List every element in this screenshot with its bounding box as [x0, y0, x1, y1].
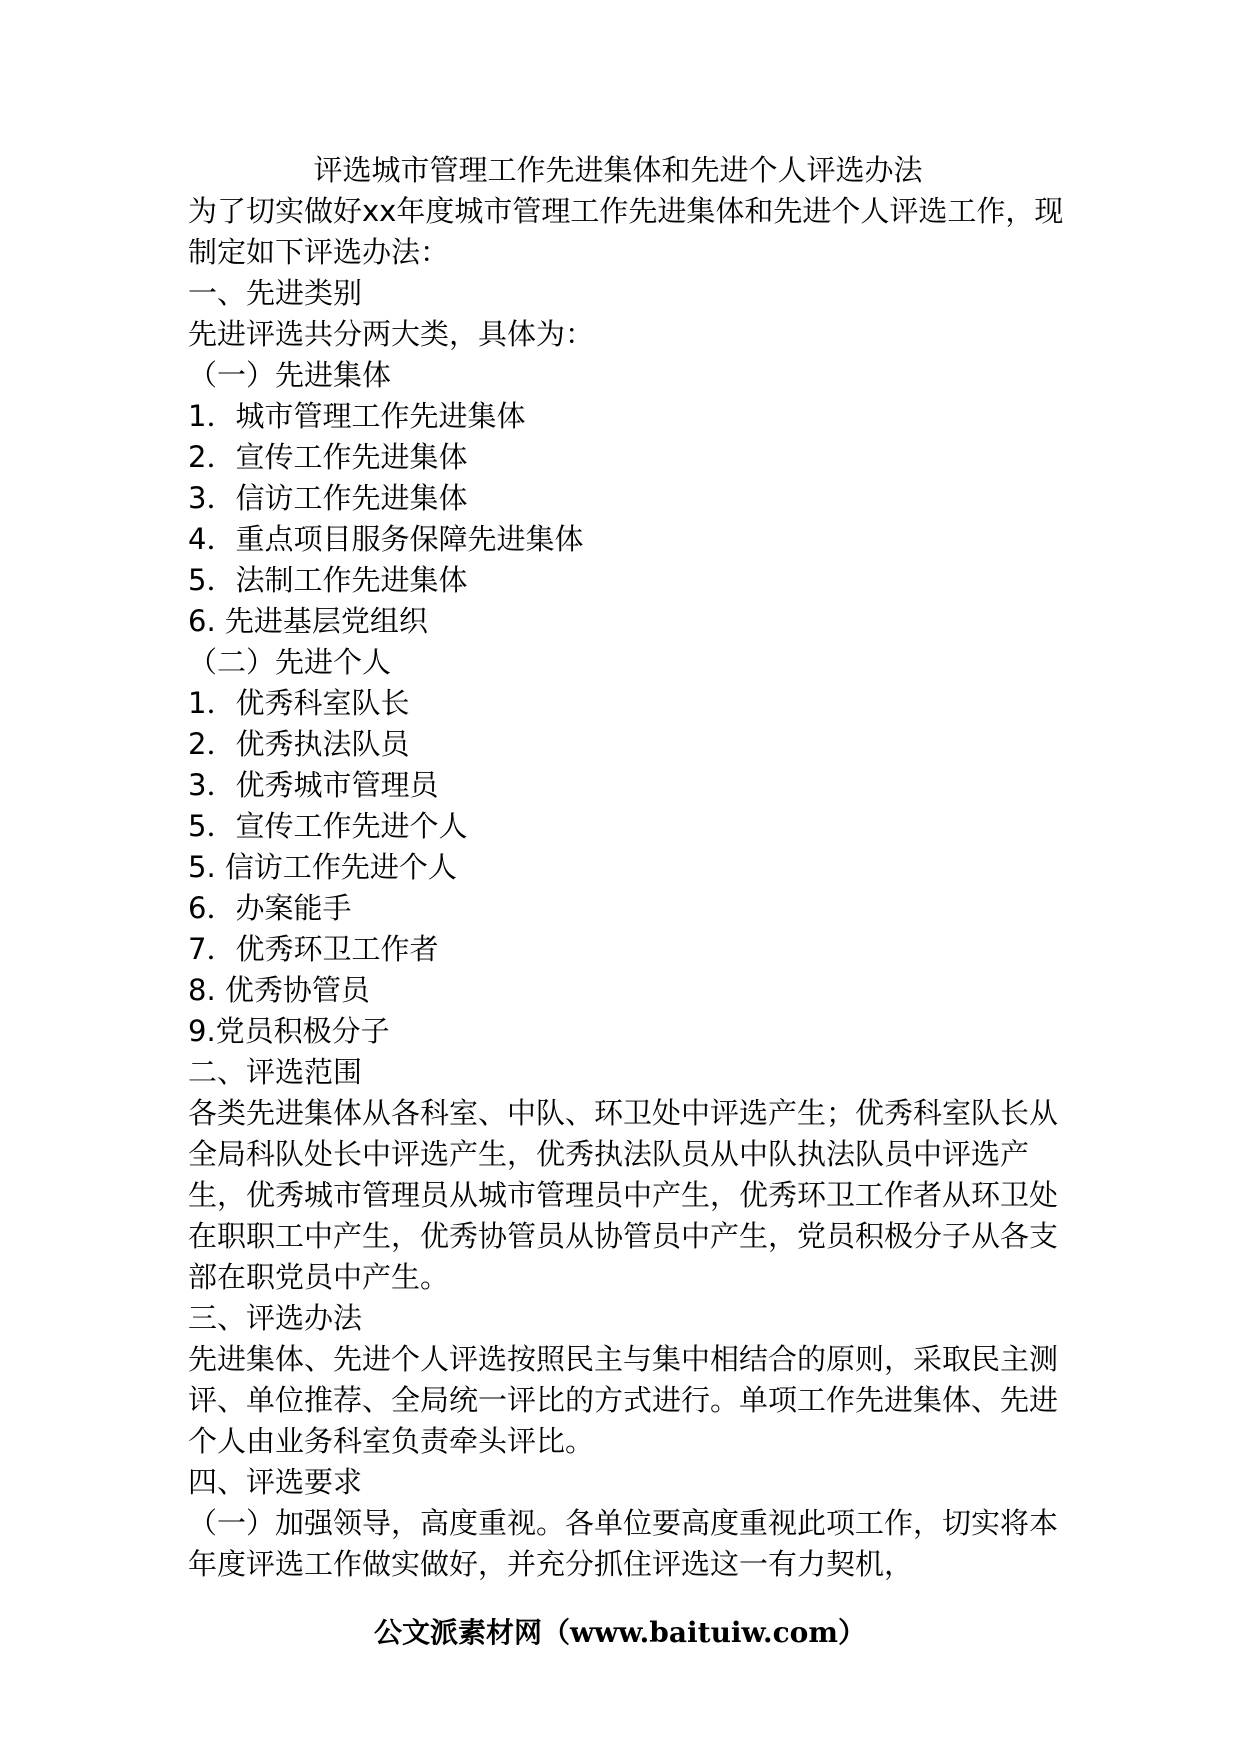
document-body	[188, 191, 1068, 1585]
list-item: 5．宣传工作先进个人	[188, 809, 468, 843]
list-item: 3．信访工作先进集体	[188, 481, 468, 515]
list-item: 2．宣传工作先进集体	[188, 440, 468, 474]
list-item: 8. 优秀协管员	[188, 973, 370, 1007]
list-item: 6．办案能手	[188, 891, 352, 925]
section-heading-scope: 二、评选范围	[188, 1055, 363, 1089]
list-item: 5. 信访工作先进个人	[188, 850, 457, 884]
scope-paragraph: 各类先进集体从各科室、中队、环卫处中评选产生；优秀科室队长从全局科队处长中评选产生，优秀执法队员从中队执法队员中评选产生，优秀城市管理员从城市管理员中产生，优秀环卫工作者从环卫处在职职工中产生，优秀协管员从协管员中产生，党员积极分子从各支部在职党员中产生。	[188, 1096, 1059, 1294]
list-item: 9.党员积极分子	[188, 1014, 390, 1048]
list-item: 4．重点项目服务保障先进集体	[188, 522, 584, 556]
intro-paragraph: 为了切实做好xx年度城市管理工作先进集体和先进个人评选工作，现制定如下评选办法：	[188, 194, 1064, 269]
section-heading-requirements: 四、评选要求	[188, 1465, 363, 1499]
requirements-paragraph: （一）加强领导，高度重视。各单位要高度重视此项工作，切实将本年度评选工作做实做好，并充分抓住评选这一有力契机，	[188, 1506, 1059, 1581]
section-heading-categories: 一、先进类别	[188, 276, 363, 310]
paragraph: 先进评选共分两大类，具体为：	[188, 317, 595, 351]
list-item: 1．优秀科室队长	[188, 686, 410, 720]
list-item: 7．优秀环卫工作者	[188, 932, 439, 966]
list-item: 1．城市管理工作先进集体	[188, 399, 526, 433]
document-title: 评选城市管理工作先进集体和先进个人评选办法	[313, 153, 923, 187]
method-paragraph: 先进集体、先进个人评选按照民主与集中相结合的原则，采取民主测评、单位推荐、全局统一评比的方式进行。单项工作先进集体、先进个人由业务科室负责牵头评比。	[188, 1342, 1059, 1458]
section-heading-method: 三、评选办法	[188, 1301, 363, 1335]
list-item: 2．优秀执法队员	[188, 727, 410, 761]
list-item: 6. 先进基层党组织	[188, 604, 428, 638]
footer-watermark: 公文派素材网（www.baituiw.com）	[374, 1616, 866, 1649]
subsection-heading-individual: （二）先进个人	[188, 645, 392, 679]
list-item: 5．法制工作先进集体	[188, 563, 468, 597]
list-item: 3．优秀城市管理员	[188, 768, 439, 802]
subsection-heading-collective: （一）先进集体	[188, 358, 392, 392]
